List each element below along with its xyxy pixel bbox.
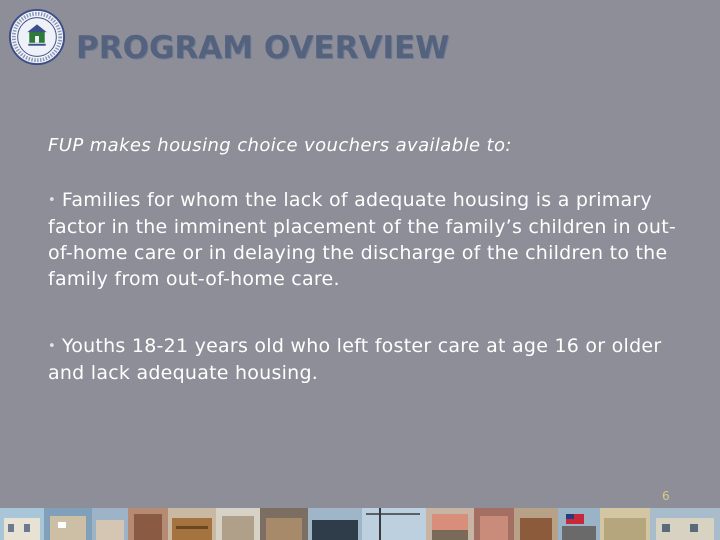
bullet-item-families (48, 187, 688, 292)
intro-text: FUP makes housing choice vouchers available to: (48, 135, 512, 156)
bullet-text: Youths 18-21 years old who left foster care at age 16 or older and lack adequate housing. (48, 335, 662, 384)
bullet-text: Families for whom the lack of adequate housing is a primary factor in the imminent placement of the family’s children in out-of-home care or in delaying the discharge of the children to the family from out-of-home care. (48, 189, 677, 290)
bullet-item-youths (48, 333, 688, 386)
bullet-dot-icon: • (48, 193, 56, 208)
bullet-dot-icon: • (48, 339, 56, 354)
agency-seal-logo (8, 8, 66, 66)
page-number: 6 (662, 489, 670, 503)
housing-photo-strip (0, 504, 720, 540)
slide-title: PROGRAM OVERVIEW (76, 30, 450, 66)
